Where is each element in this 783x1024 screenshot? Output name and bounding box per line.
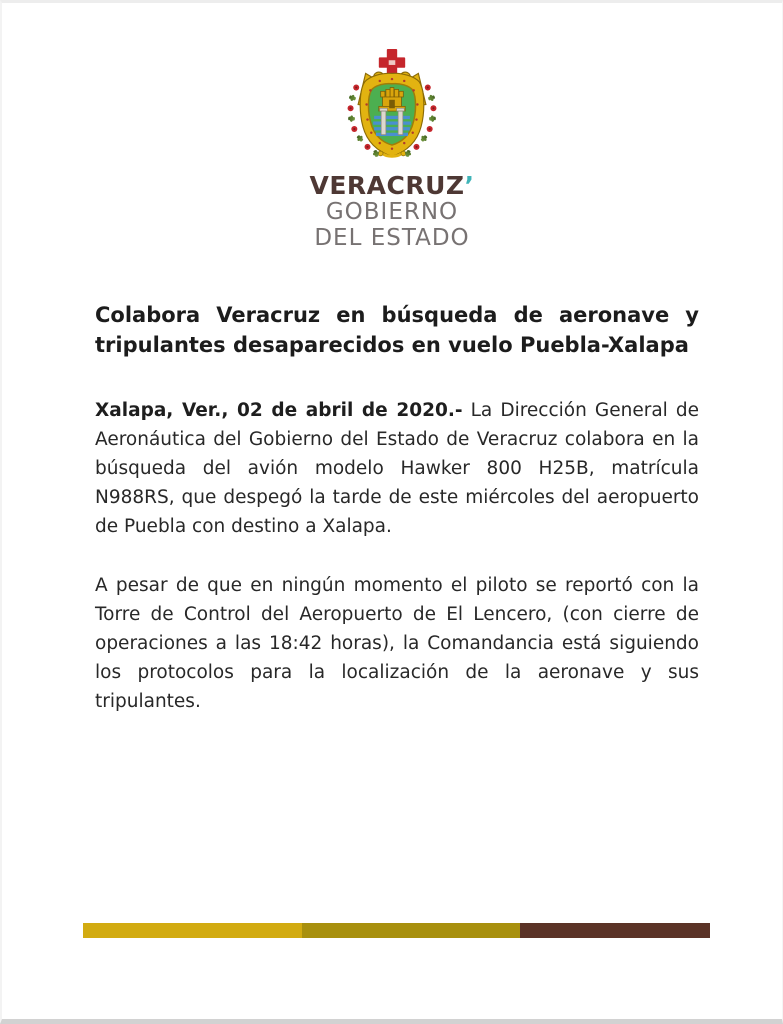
logo-block bbox=[2, 3, 782, 251]
paragraph-2: A pesar de que en ningún momento el piloto se reportó con la Torre de Control del Aeropuerto de El Lencero, (con cierre de operaciones a las 18:42 horas), la Comandancia está siguiendo los protocolos para la localización de la aeronave y sus tripulantes. bbox=[95, 575, 699, 712]
bar-segment-olive bbox=[302, 923, 520, 938]
logo-gobierno-text: GOBIERNO bbox=[325, 199, 459, 225]
document-body bbox=[2, 300, 782, 716]
veracruz-coat-of-arms-icon bbox=[344, 48, 440, 161]
headline: Colabora Veracruz en búsqueda de aeronave y tripulantes desaparecidos en vuelo Puebla-Xalapa bbox=[95, 303, 699, 357]
footer-color-bar bbox=[83, 923, 710, 938]
bar-segment-gold bbox=[83, 923, 302, 938]
dateline-lead: Xalapa, Ver., 02 de abril de 2020.- bbox=[95, 400, 463, 421]
logo-veracruz-text bbox=[2, 172, 782, 199]
logo-del-estado-text: DEL ESTADO bbox=[314, 225, 470, 251]
logo-accent-mark: ’ bbox=[464, 171, 475, 200]
paragraph-dateline bbox=[95, 396, 699, 541]
bar-segment-brown bbox=[520, 923, 710, 938]
paragraph-1-text: La Dirección General de Aeronáutica del Gobierno del Estado de Veracruz colabora en la búsqueda del avión modelo Hawker 800 H25B, matrícula N988RS, que despegó la tarde de este miércoles del aeropuerto de Puebla con destino a Xalapa. bbox=[95, 400, 699, 537]
logo-veracruz-wordmark: VERACRUZ bbox=[309, 171, 465, 200]
